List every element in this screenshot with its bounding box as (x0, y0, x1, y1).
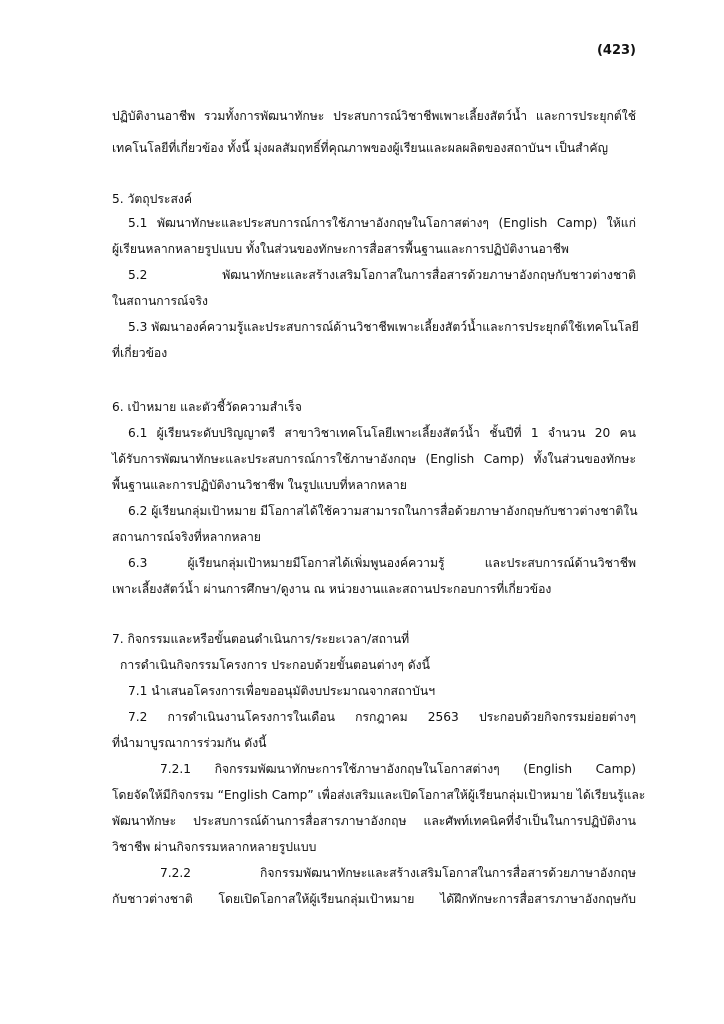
objective-5-1: 5.1 พัฒนาทักษะและประสบการณ์การใช้ภาษาอังกฤษในโอกาสต่างๆ (English Camp) ให้แก่ (128, 216, 636, 230)
target-6-1-cont: พื้นฐานและการปฏิบัติงานวิชาชีพ ในรูปแบบที่หลากหลาย (112, 478, 407, 492)
activity-7-1: 7.1 นำเสนอโครงการเพื่อขออนุมัติงบประมาณจากสถาบันฯ (128, 684, 436, 698)
target-6-1-cont: ได้รับการพัฒนาทักษะและประสบการณ์การใช้ภาษาอังกฤษ (English Camp) ทั้งในส่วนของทักษะ (112, 452, 636, 466)
objective-5-2-cont: ในสถานการณ์จริง (112, 294, 208, 308)
activity-7-2-2-cont: กับชาวต่างชาติ โดยเปิดโอกาสให้ผู้เรียนกลุ่มเป้าหมาย ได้ฝึกทักษะการสื่อสารภาษาอังกฤษกับ (112, 892, 636, 906)
activity-7-2-2: 7.2.2 กิจกรรมพัฒนาทักษะและสร้างเสริมโอกาสในการสื่อสารด้วยภาษาอังกฤษ (160, 866, 636, 880)
objective-5-1-cont: ผู้เรียนหลากหลายรูปแบบ ทั้งในส่วนของทักษะการสื่อสารพื้นฐานและการปฏิบัติงานอาชีพ (112, 242, 569, 256)
section-6-heading: 6. เป้าหมาย และตัวชี้วัดความสำเร็จ (112, 400, 302, 414)
activity-7-2-1: 7.2.1 กิจกรรมพัฒนาทักษะการใช้ภาษาอังกฤษในโอกาสต่างๆ (English Camp) (160, 762, 636, 776)
target-6-3-cont: เพาะเลี้ยงสัตว์น้ำ ผ่านการศึกษา/ดูงาน ณ หน่วยงานและสถานประกอบการที่เกี่ยวข้อง (112, 582, 552, 596)
activity-7-2-1-cont: วิชาชีพ ผ่านกิจกรรมหลากหลายรูปแบบ (112, 840, 317, 854)
objective-5-3: 5.3 พัฒนาองค์ความรู้และประสบการณ์ด้านวิชาชีพเพาะเลี้ยงสัตว์น้ำและการประยุกต์ใช้เทคโนโลยี (128, 320, 639, 334)
activity-7-2-cont: ที่นำมาบูรณาการร่วมกัน ดังนี้ (112, 736, 267, 750)
target-6-1: 6.1 ผู้เรียนระดับปริญญาตรี สาขาวิชาเทคโนโลยีเพาะเลี้ยงสัตว์น้ำ ชั้นปีที่ 1 จำนวน 20 คน (128, 426, 636, 440)
activity-7-2-1-cont: พัฒนาทักษะ ประสบการณ์ด้านการสื่อสารภาษาอังกฤษ และศัพท์เทคนิคที่จำเป็นในการปฏิบัติงาน (112, 814, 636, 828)
section-7-intro: การดำเนินกิจกรรมโครงการ ประกอบด้วยขั้นตอนต่างๆ ดังนี้ (120, 658, 430, 672)
target-6-2-cont: สถานการณ์จริงที่หลากหลาย (112, 530, 261, 544)
activity-7-2: 7.2 การดำเนินงานโครงการในเดือน กรกฎาคม 2563 ประกอบด้วยกิจกรรมย่อยต่างๆ (128, 710, 636, 724)
section-7-heading: 7. กิจกรรมและหรือขั้นตอนดำเนินการ/ระยะเวลา/สถานที่ (112, 632, 410, 646)
objective-5-3-cont: ที่เกี่ยวข้อง (112, 346, 168, 360)
activity-7-2-1-cont: โดยจัดให้มีกิจกรรม “English Camp” เพื่อส่งเสริมและเปิดโอกาสให้ผู้เรียนกลุ่มเป้าหมาย ได้เรียนรู้และ (112, 788, 646, 802)
intro-line: เทคโนโลยีที่เกี่ยวข้อง ทั้งนี้ มุ่งผลสัมฤทธิ์ที่คุณภาพของผู้เรียนและผลผลิตของสถาบันฯ เป็นสำคัญ (112, 141, 608, 155)
section-5-heading: 5. วัตถุประสงค์ (112, 192, 193, 206)
target-6-2: 6.2 ผู้เรียนกลุ่มเป้าหมาย มีโอกาสได้ใช้ความสามารถในการสื่อด้วยภาษาอังกฤษกับชาวต่างชาติใน (128, 504, 638, 518)
page-number: (423) (596, 43, 636, 58)
target-6-3: 6.3 ผู้เรียนกลุ่มเป้าหมายมีโอกาสได้เพิ่มพูนองค์ความรู้ และประสบการณ์ด้านวิชาชีพ (128, 556, 636, 570)
intro-line: ปฏิบัติงานอาชีพ รวมทั้งการพัฒนาทักษะ ประสบการณ์วิชาชีพเพาะเลี้ยงสัตว์น้ำ และการประยุกต์ใช้ (112, 109, 636, 123)
objective-5-2: 5.2 พัฒนาทักษะและสร้างเสริมโอกาสในการสื่อสารด้วยภาษาอังกฤษกับชาวต่างชาติ (128, 268, 636, 282)
